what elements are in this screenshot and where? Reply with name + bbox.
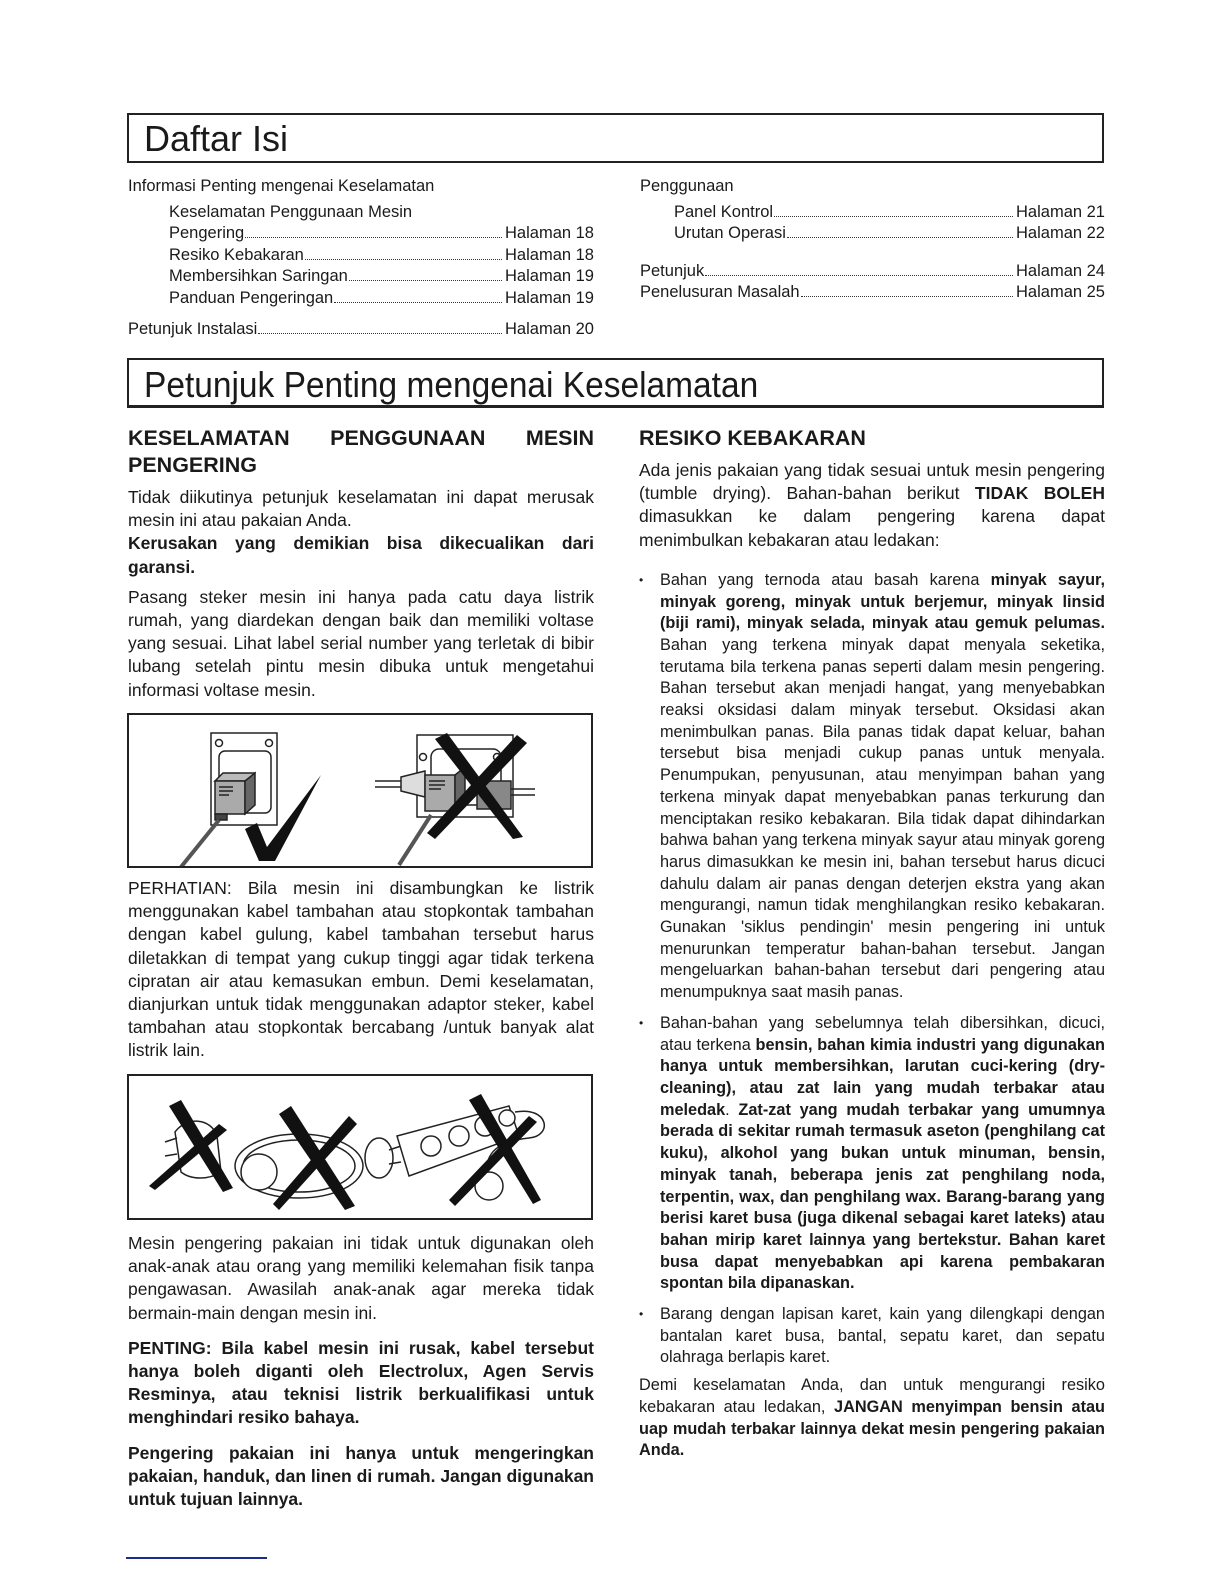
toc-page: Halaman 18 [505,224,594,242]
safety-left-column [128,425,594,702]
toc-page: Halaman 20 [505,320,594,338]
toc-entry[interactable]: Pengering Halaman 18 [128,223,594,245]
toc-page: Halaman 22 [1016,224,1105,242]
toc-page: Halaman 25 [1016,283,1105,301]
paragraph: Tidak diikutinya petunjuk keselamatan ini dapat merusak mesin ini atau pakaian Anda. [128,487,594,531]
toc-subgroup-heading: Keselamatan Penggunaan Mesin [169,202,413,221]
safety-left-column-2 [128,877,594,1063]
toc-entry[interactable]: Panduan Pengeringan Halaman 19 [128,288,594,310]
toc-group-heading: Penggunaan [640,177,734,195]
toc-page: Halaman 19 [505,288,594,307]
toc-entry[interactable]: Resiko Kebakaran Halaman 18 [128,245,594,267]
children-warning: Mesin pengering pakaian ini tidak untuk digunakan oleh anak-anak atau orang yang memiliki kelemahan fisik tanpa pengawasan. Awasilah anak-anak agar mereka tidak bermain-main dengan mesin ini. [128,1233,594,1323]
safety-title-box [127,358,1104,408]
section-heading: KESELAMATAN PENGGUNAAN MESIN PENGERING [128,426,594,477]
warranty-note: Kerusakan yang demikian bisa dikecualikan dari garansi. [128,533,594,577]
usage-restriction: Pengering pakaian ini hanya untuk mengeringkan pakaian, handuk, dan linen di rumah. Jangan digunakan untuk tujuan lainnya. [128,1442,594,1510]
toc-page: Halaman 19 [505,267,594,285]
safety-title: Petunjuk Penting mengenai Keselamatan [144,364,759,405]
toc-page: Halaman 24 [1016,261,1105,280]
toc-entry[interactable]: Petunjuk Instalasi Halaman 20 [128,319,594,341]
toc-title-box [127,113,1104,163]
toc-entry[interactable]: Urutan Operasi Halaman 22 [640,223,1105,245]
emphasis: TIDAK BOLEH [974,483,1105,504]
toc-page: Halaman 21 [1016,202,1105,221]
safety-left-column-3 [128,1232,594,1511]
list-item: • Barang dengan lapisan karet, kain yang dilengkapi dengan bantalan karet busa, bantal, sepatu karet, dan sepatu olahraga berlapis karet. [639,1304,1105,1369]
toc-group-heading: Informasi Penting mengenai Keselamatan [128,177,435,195]
toc-entry[interactable]: Panel Kontrol Halaman 21 [640,202,1105,224]
list-item: • Bahan-bahan yang sebelumnya telah dibersihkan, dicuci, atau terkena bensin, bahan kimia industri yang digunakan hanya untuk membersihkan, larutan cuci-kering (dry-cleaning), atau zat lain yang mudah terbakar atau meledak. Zat-zat yang mudah terbakar yang umumnya berada di sekitar rumah termasuk aseton (penghilang cat kuku), alkohol yang bukan untuk minuman, bensin, minyak tanah, beberapa jenis zat penghilang noda, terpentin, wax, dan penghilang wax. Barang-barang yang berisi karet busa (juga dikenal sebagai karet lateks) atau bahan mirip karet lainnya yang bertekstur. Bahan karet busa dapat menyebabkan api karena pembakaran spontan bila dipanaskan. [639,1013,1105,1295]
adapters-illustration [129,1076,591,1218]
toc-page: Halaman 18 [505,245,594,264]
toc-entry[interactable]: Petunjuk Halaman 24 [640,261,1105,283]
toc-right-column [640,176,1105,304]
footer-rule [126,1557,267,1559]
section-heading: RESIKO KEBAKARAN [639,426,866,450]
toc-left-column [128,176,594,341]
caution-paragraph: PERHATIAN: Bila mesin ini disambungkan ke listrik menggunakan kabel tambahan atau stopkontak tambahan dengan kabel gulung, kabel tambahan tersebut harus diletakkan di tempat yang cukup tinggi agar tidak terkena cipratan air atau kemasukan embun. Demi keselamatan, dianjurkan untuk tidak menggunakan adaptor steker, kabel tambahan atau stopkontak bercabang /untuk banyak alat listrik lain. [128,878,594,1061]
fire-intro: Ada jenis pakaian yang tidak sesuai untuk mesin pengering (tumble drying). Bahan-bahan berikut TIDAK BOLEH dimasukkan ke dalam pengering karena dapat menimbulkan kebakaran atau ledakan: [639,460,1105,550]
figure-no-adapters [127,1074,593,1220]
list-item: • Bahan yang ternoda atau basah karena minyak sayur, minyak goreng, minyak untuk berjemur, minyak linsid (biji rami), minyak selada, minyak atau gemuk pelumas. Bahan yang terkena minyak dapat menyala seketika, terutama bila terkena panas seperti dalam mesin pengering. Bahan tersebut akan menjadi hangat, yang menyebabkan reaksi oksidasi dalam minyak tersebut. Oksidasi akan menimbulkan panas. Bila panas tidak dapat keluar, bahan tersebut bisa menjadi cukup panas untuk menyala. Penumpukan, penyusunan, atau menyimpan bahan yang terkena minyak dapat menyebabkan panas terkurung dan menciptakan resiko kebakaran. Bila tidak dapat dihindarkan bahwa bahan yang terkena minyak sayur atau minyak goreng harus dimasukkan ke mesin ini, bahan tersebut harus dicuci dahulu dalam air panas dengan deterjen ekstra yang akan mengurangi, namun tidak menghilangkan resiko kebakaran. Gunakan 'siklus pendingin' mesin pengering ini untuk menurunkan temperatur bahan-bahan tersebut. Jangan mengeluarkan bahan-bahan tersebut dari pengering atau menumpuknya saat masih panas. [639,570,1105,1004]
toc-entry[interactable]: Penelusuran Masalah Halaman 25 [640,282,1105,304]
toc-title: Daftar Isi [144,118,289,159]
important-cable-warning: PENTING: Bila kabel mesin ini rusak, kabel tersebut hanya boleh diganti oleh Electrolux, Agen Servis Resminya, atau teknisi listrik berkualifikasi untuk menghindari resiko bahaya. [128,1337,594,1428]
figure-plug-correct-incorrect [127,713,593,868]
cross-icon [273,1106,357,1210]
safety-right-column [639,425,1105,1462]
plug-illustration [129,715,591,866]
toc-entry[interactable]: Membersihkan Saringan Halaman 19 [128,266,594,288]
paragraph: Pasang steker mesin ini hanya pada catu daya listrik rumah, yang diardekan dengan baik dan memiliki voltase yang sesuai. Lihat label serial number yang terletak di bibir lubang setelah pintu mesin dibuka untuk mengetahui informasi voltase mesin. [128,586,594,700]
fire-outro: Demi keselamatan Anda, dan untuk mengurangi resiko kebakaran atau ledakan, JANGAN menyimpan bensin atau uap mudah terbakar lainnya dekat mesin pengering pakaian Anda. [639,1376,1105,1460]
